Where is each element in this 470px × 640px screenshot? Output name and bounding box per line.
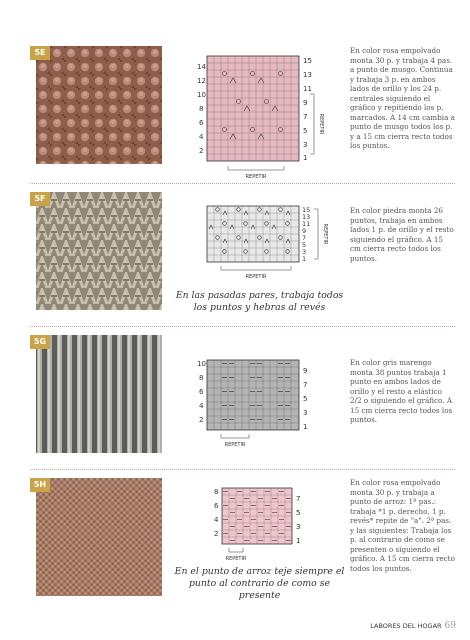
row-number: 3 [296, 523, 301, 531]
row-number: 5 [303, 395, 308, 403]
section-divider [30, 326, 455, 327]
row-number: 7 [302, 234, 307, 242]
row-number: 9 [302, 227, 307, 235]
knitting-chart-5f [190, 204, 340, 284]
pattern-note-5f: En las pasadas pares, trabaja todos los puntos y hebras al revés [175, 290, 344, 313]
row-number: 5 [302, 241, 307, 249]
pattern-label-5h: 5H [30, 478, 50, 492]
row-number: 10 [197, 360, 206, 368]
row-number: 2 [199, 416, 204, 424]
row-number: 13 [302, 213, 311, 221]
row-number: 6 [199, 119, 204, 127]
side-repeat-label: REPETIR [318, 113, 324, 135]
row-number: 12 [197, 77, 206, 85]
row-number: 7 [303, 381, 308, 389]
pattern-note-5h: En el punto de arroz teje siempre el punto al contrario de como se presente [174, 566, 345, 601]
knit-swatch-image [36, 335, 162, 453]
repeat-label: REPETIR [245, 174, 267, 180]
pattern-description-5e: En color rosa empolvado monta 30 p. y trabaja 4 pas. a punto de musgo. Continúa y trabaja 3 p. en ambos lados de orillo y los 24 p. centrales siguiendo el gráfico y repitiendo los p. marcados. A 14 cm cambia a punto de musgo todos los p. y a 15 cm cierra recto todos los puntos. [350, 46, 455, 150]
knit-swatch-image [36, 46, 162, 164]
row-number: 4 [199, 402, 204, 410]
magazine-name: LABORES DEL HOGAR [370, 622, 442, 630]
pattern-description-5h: En color rosa empolvado monta 30 p. y trabaja a punto de arroz: 1ª pas.: trabaja *1 p. derecho, 1 p. revés* repite de "a". 2ª pas. y las siguientes: Trabaja los p. al contrario de como se presenten o siguiendo el gráfico. A 15 cm cierra recto todos los puntos. [350, 478, 455, 573]
swatch-photo-5h [30, 478, 162, 596]
knitting-chart-5e [190, 54, 340, 184]
pattern-label-5e: 5E [30, 46, 50, 60]
page-number: 69 [444, 621, 456, 631]
row-number: 6 [199, 388, 204, 396]
page-footer [370, 621, 456, 631]
row-number: 3 [302, 248, 307, 256]
row-number: 11 [302, 220, 311, 228]
row-number: 1 [303, 423, 308, 431]
row-number: 11 [303, 85, 312, 93]
pattern-label-5f: 5F [30, 192, 50, 206]
row-number: 5 [296, 509, 301, 517]
row-number: 5 [303, 127, 308, 135]
pattern-description-5f: En color piedra monta 26 puntos, trabaja en ambos lados 1 p. de orillo y el resto siguiendo el gráfico. A 15 cm cierra recto todos los puntos. [350, 206, 454, 263]
row-number: 15 [302, 206, 311, 214]
row-number: 6 [214, 502, 219, 510]
row-number: 8 [199, 374, 204, 382]
row-number: 10 [197, 91, 206, 99]
row-number: 1 [303, 154, 308, 162]
row-number: 9 [303, 367, 308, 375]
row-number: 13 [303, 71, 312, 79]
row-number: 4 [199, 133, 204, 141]
repeat-label: REPETIR [224, 442, 246, 448]
row-number: 1 [302, 255, 307, 263]
repeat-label: REPETIR [225, 556, 247, 562]
row-number: 15 [303, 57, 312, 65]
pattern-description-5g: En color gris marengo monta 38 puntos trabaja 1 punto en ambos lados de orillo y el resto a elástico 2/2 o siguiendo el gráfico. A 15 cm cierra recto todos los puntos. [350, 358, 453, 424]
row-number: 3 [303, 409, 308, 417]
repeat-label: REPETIR [245, 274, 267, 280]
row-number: 2 [199, 147, 204, 155]
knit-swatch-image [36, 478, 162, 596]
knitting-chart-5h [190, 482, 340, 572]
section-divider [30, 183, 455, 184]
pattern-label-5g: 5G [30, 335, 50, 349]
row-number: 4 [214, 516, 219, 524]
row-number: 3 [303, 141, 308, 149]
row-number: 1 [296, 537, 301, 545]
swatch-photo-5f [30, 192, 162, 310]
side-repeat-label: REPETIR [322, 223, 328, 245]
row-number: 9 [303, 99, 308, 107]
row-number: 2 [214, 530, 219, 538]
row-number: 8 [214, 488, 219, 496]
knitting-chart-5g [190, 354, 340, 459]
row-number: 7 [303, 113, 308, 121]
row-number: 8 [199, 105, 204, 113]
swatch-photo-5g [30, 335, 162, 453]
knit-swatch-image [36, 192, 162, 310]
row-number: 7 [296, 495, 301, 503]
swatch-photo-5e [30, 46, 162, 164]
row-number: 14 [197, 63, 206, 71]
section-divider [30, 469, 455, 470]
